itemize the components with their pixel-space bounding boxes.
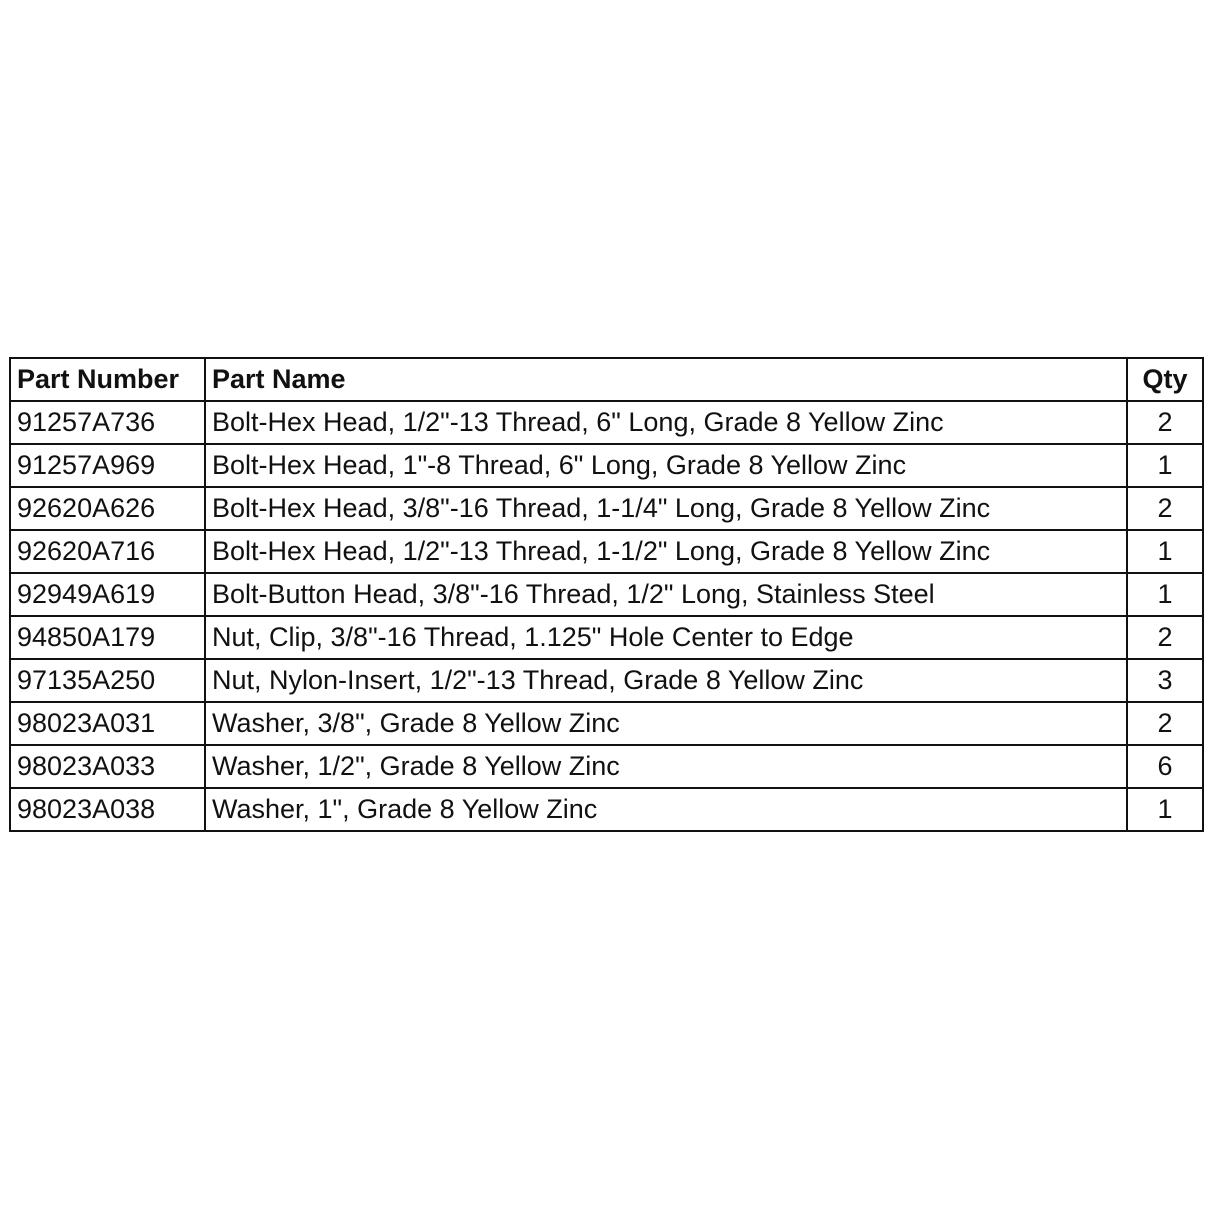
qty-cell: 1 — [1127, 573, 1203, 616]
qty-cell: 2 — [1127, 487, 1203, 530]
header-qty: Qty — [1127, 358, 1203, 401]
part-name-cell: Bolt-Hex Head, 1/2"-13 Thread, 6" Long, Grade 8 Yellow Zinc — [205, 401, 1127, 444]
table-row — [10, 745, 1203, 788]
header-row — [10, 358, 1203, 401]
table-row — [10, 444, 1203, 487]
qty-cell: 3 — [1127, 659, 1203, 702]
table-row — [10, 573, 1203, 616]
qty-cell: 2 — [1127, 401, 1203, 444]
qty-cell: 1 — [1127, 530, 1203, 573]
part-name-cell: Bolt-Hex Head, 3/8"-16 Thread, 1-1/4" Long, Grade 8 Yellow Zinc — [205, 487, 1127, 530]
part-number-cell: 94850A179 — [10, 616, 205, 659]
table-row — [10, 401, 1203, 444]
part-number-cell: 98023A038 — [10, 788, 205, 831]
table-row — [10, 788, 1203, 831]
qty-cell: 6 — [1127, 745, 1203, 788]
part-name-cell: Washer, 3/8", Grade 8 Yellow Zinc — [205, 702, 1127, 745]
part-number-cell: 91257A969 — [10, 444, 205, 487]
part-name-cell: Nut, Clip, 3/8"-16 Thread, 1.125" Hole Center to Edge — [205, 616, 1127, 659]
qty-cell: 1 — [1127, 444, 1203, 487]
part-number-cell: 91257A736 — [10, 401, 205, 444]
part-number-cell: 92620A716 — [10, 530, 205, 573]
part-number-cell: 98023A031 — [10, 702, 205, 745]
table-row — [10, 659, 1203, 702]
part-name-cell: Bolt-Hex Head, 1/2"-13 Thread, 1-1/2" Long, Grade 8 Yellow Zinc — [205, 530, 1127, 573]
header-part-number: Part Number — [10, 358, 205, 401]
part-name-cell: Bolt-Button Head, 3/8"-16 Thread, 1/2" Long, Stainless Steel — [205, 573, 1127, 616]
part-number-cell: 92620A626 — [10, 487, 205, 530]
part-name-cell: Washer, 1/2", Grade 8 Yellow Zinc — [205, 745, 1127, 788]
part-name-cell: Nut, Nylon-Insert, 1/2"-13 Thread, Grade 8 Yellow Zinc — [205, 659, 1127, 702]
qty-cell: 2 — [1127, 616, 1203, 659]
header-part-name: Part Name — [205, 358, 1127, 401]
part-name-cell: Bolt-Hex Head, 1"-8 Thread, 6" Long, Grade 8 Yellow Zinc — [205, 444, 1127, 487]
part-number-cell: 98023A033 — [10, 745, 205, 788]
table-row — [10, 530, 1203, 573]
part-number-cell: 92949A619 — [10, 573, 205, 616]
part-number-cell: 97135A250 — [10, 659, 205, 702]
qty-cell: 2 — [1127, 702, 1203, 745]
parts-table — [9, 357, 1204, 832]
table-header — [10, 358, 1203, 401]
table-body — [10, 401, 1203, 831]
qty-cell: 1 — [1127, 788, 1203, 831]
part-name-cell: Washer, 1", Grade 8 Yellow Zinc — [205, 788, 1127, 831]
table-row — [10, 616, 1203, 659]
table-row — [10, 702, 1203, 745]
table-row — [10, 487, 1203, 530]
